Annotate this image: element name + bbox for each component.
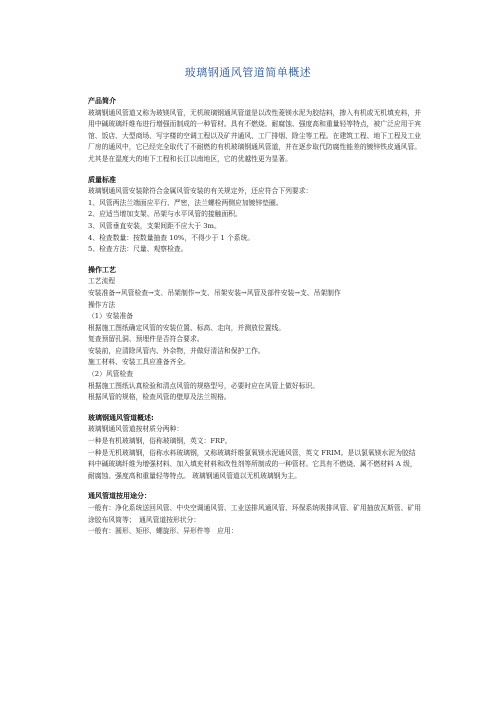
- process-line: 工艺流程: [88, 277, 116, 286]
- overview-line: 玻璃钢通风管道按材质分两种：: [88, 425, 184, 434]
- document-title: 玻璃钢通风管道简单概述: [184, 66, 312, 79]
- quality-intro: 玻璃钢通风管安装除符合金属风管安装的有关规定外，还应符合下列要求：: [88, 187, 313, 196]
- usage-line: 一般有：圆形、矩形、螺旋形、异形件等 应用：: [88, 527, 238, 536]
- process-line: 施工材料、安装工具应准备齐全。: [88, 358, 190, 367]
- section-heading-intro: 产品简介: [88, 97, 116, 105]
- document-body: [88, 96, 422, 538]
- process-line: 安装前，应清除风管内、外杂物，并做好清洁和保护工作。: [88, 346, 265, 355]
- overview-line: 一种是无机玻璃钢，俗称水料玻璃钢，又称玻璃纤维氯氧镁水泥通风管，英文 FRIM。是以氯氧镁水泥为胶结料中碱玻璃纤维为增强材料、加入填充材料和改性剂等所制成的一种管材。它具有不燃烧、属不燃材料 A 级，耐腐蚀、强度高和重量轻等特点。 玻璃钢通风管道以无机玻璃钢为主。: [88, 448, 417, 480]
- quality-item: 1、风管两法兰端面应平行、严密，法兰螺栓两侧应加镀锌垫圈。: [88, 198, 283, 207]
- process-line: 根据风管的规格，检查风管的壁厚及法兰规格。: [88, 393, 231, 402]
- section-heading-quality: 质量标准: [88, 175, 116, 184]
- overview-line: 一种是有机玻璃钢，俗称玻璃钢，英文：FRP。: [88, 437, 232, 446]
- process-line: 复查预留孔洞、预埋件是否符合要求。: [88, 335, 204, 344]
- process-line: （1）安装准备: [88, 312, 134, 321]
- quality-item: 3、风管垂直安装，支架间距不应大于 3m。: [88, 221, 221, 230]
- quality-item: 2、应适当增加支架、吊架与水平风管的接触面积。: [88, 210, 242, 219]
- quality-item: 4、检查数量：按数量抽查 10%，不得少于 1 个系统。: [88, 233, 255, 242]
- process-line: （2）风管检查: [88, 370, 134, 379]
- process-line: 根据施工图纸确定风管的安装位置、标高、走向，并测放位置线。: [88, 323, 286, 332]
- process-line: 根据施工图纸认真检验和清点风管的规格型号，必要时应在风管上做好标识。: [88, 381, 320, 390]
- usage-line: 一般有：净化系统送回风管、中央空调通风管、工业送排风通风管、环保系统吸排风管、矿用抽放瓦斯管、矿用涂胶布风筒等； 通风管道按形状分：: [88, 504, 422, 524]
- section-heading-process: 操作工艺: [88, 265, 116, 274]
- section-heading-overview: 玻璃钢通风管道概述:: [88, 413, 154, 422]
- quality-item: 5、检查方法：尺量、观察检查。: [88, 245, 188, 254]
- process-line: 安装准备→风管检查→支、吊架制作→支、吊架安装→风管及部件安装→支、吊架制作: [88, 288, 341, 297]
- intro-paragraph: 玻璃钢通风管道又称为玻镁风管，无机玻璃钢通风管道是以改性菱镁水泥为胶结料，掺入有机或无机填充料，并用中碱玻璃纤维布进行增强而制成的一种管材。具有不燃烧、耐腐蚀、强度高和重量轻等特点，被广泛应用于宾馆、饭店、大型商场、写字楼的空调工程以及矿井通风、工厂排烟、除尘等工程。在建筑工程、地下工程及工业厂房的通风中，它已经完全取代了不耐燃的有机玻璃钢通风管道，并在逐步取代防腐性能差的镀锌铁皮通风管。尤其是在湿度大的地下工程和长江以南地区，它的优越性更为显著。: [88, 108, 422, 163]
- section-heading-usage: 通风管道按用途分：: [88, 492, 151, 501]
- process-line: 操作方法: [88, 300, 116, 309]
